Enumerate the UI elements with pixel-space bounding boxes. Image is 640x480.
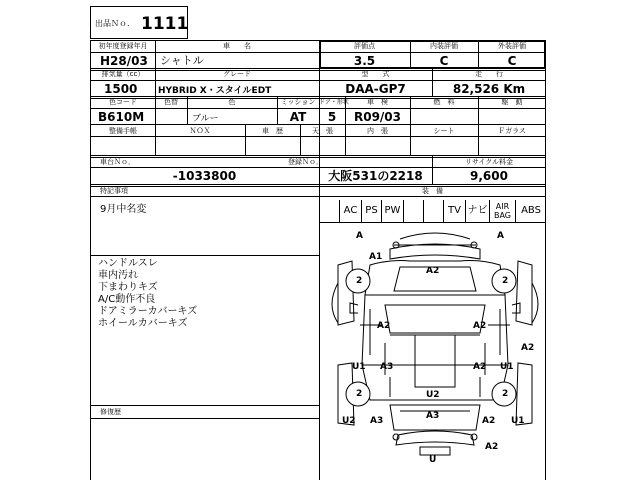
- notes-lower-5: ホイールカバーキズ: [98, 318, 188, 329]
- sunroof-label: 天 張: [312, 127, 333, 135]
- year-reg-label: 初年度登録年月: [98, 42, 148, 50]
- doors-value: 5: [327, 110, 337, 124]
- mark-u1-r: U1: [500, 362, 514, 372]
- equip-ac: AC: [339, 200, 361, 222]
- car-name-value: シャトル: [160, 54, 204, 67]
- notes-lower-4: ドアミラーカバーキズ: [98, 306, 198, 317]
- fglass-label: Ｆガラス: [498, 127, 526, 135]
- doors-label: ドア・形状: [319, 99, 349, 106]
- mark-a2-door-fl: A2: [377, 321, 391, 331]
- mark-a2-door-fr: A2: [473, 321, 487, 331]
- equip-blank-0: [319, 200, 339, 222]
- displacement-value: 1500: [104, 82, 138, 96]
- mark-a3-trunk: A3: [426, 411, 440, 421]
- mark-u1-br: U1: [511, 416, 525, 426]
- mark-a-fr: A: [497, 231, 504, 241]
- inspection-value: R09/03: [353, 110, 402, 124]
- exterior-eval-value: C: [507, 54, 517, 68]
- score-value: 3.5: [353, 54, 376, 68]
- equip-tv: TV: [443, 200, 465, 222]
- model-value: DAA-GP7: [345, 82, 406, 96]
- mark-tire-fr: 2: [502, 276, 509, 286]
- color-value: ブルー: [192, 114, 219, 124]
- mark-u2-roof: U2: [426, 390, 440, 400]
- interior-trim-label: 内 張: [367, 127, 388, 135]
- equip-pw: PW: [381, 200, 403, 222]
- mark-tire-fl: 2: [356, 276, 363, 286]
- model-label: 型 式: [361, 70, 390, 78]
- fuel-label: 燃 料: [433, 98, 455, 106]
- color-code-label: 色コード: [109, 98, 137, 106]
- mark-tire-rl: 2: [356, 389, 363, 399]
- grade-value: HYBRID X・スタイルEDT: [158, 86, 272, 96]
- mark-a2-br: A2: [482, 416, 496, 426]
- notes-lower-2: 下まわりキズ: [98, 282, 158, 293]
- mark-a3-l: A3: [380, 362, 394, 372]
- equip-blank-1: [403, 200, 423, 222]
- history-label: 車 歴: [262, 127, 283, 135]
- recycle-label: リサイクル料金: [464, 158, 514, 166]
- lot-label: 出品Ｎｏ．: [95, 19, 135, 28]
- score-label: 評価点: [354, 42, 375, 50]
- color-code-value: B610M: [98, 110, 145, 124]
- grade-label: グレード: [223, 70, 251, 78]
- mark-a2-rear: A2: [485, 442, 499, 452]
- plate-label: 登録Ｎｏ．: [288, 158, 323, 166]
- recycle-value: 9,600: [470, 169, 508, 183]
- plate-value: 大阪531の2218: [328, 169, 423, 183]
- color-change-label: 色替: [164, 98, 178, 106]
- notes-line-0: 9月中名変: [100, 204, 147, 215]
- color-label: 色: [228, 98, 236, 106]
- exterior-eval-label: 外装評価: [498, 42, 526, 50]
- nox-label: ＮＯＸ: [189, 127, 211, 135]
- mark-a3-bl: A3: [370, 416, 384, 426]
- chassis-label: 車台Ｎｏ．: [100, 158, 135, 166]
- notes-label: 特記事項: [100, 187, 128, 195]
- lot-number: 1111: [141, 14, 189, 34]
- equip-ps: PS: [361, 200, 381, 222]
- notes-lower-3: A/C動作不良: [98, 294, 156, 305]
- chassis-value: -1033800: [172, 169, 237, 183]
- mark-a1: A1: [369, 252, 383, 262]
- interior-eval-value: C: [439, 54, 449, 68]
- interior-eval-label: 内装評価: [430, 42, 458, 50]
- year-reg-value: H28/03: [100, 54, 148, 68]
- car-damage-diagram: [330, 225, 540, 465]
- equip-abs: ABS: [515, 200, 546, 222]
- manual-label: 整備手帳: [109, 127, 137, 135]
- mark-a2-hood: A2: [426, 266, 440, 276]
- mark-a2-side-r: A2: [521, 343, 535, 353]
- equip-airbag: AIR BAG: [489, 200, 515, 222]
- mark-a-fl: A: [356, 231, 363, 241]
- notes-lower-0: ハンドルスレ: [98, 258, 158, 269]
- equipment-label: 装 備: [422, 187, 443, 195]
- mission-value: AT: [289, 110, 307, 124]
- mark-a2-r2: A2: [473, 362, 487, 372]
- mission-label: ミッション: [280, 98, 316, 106]
- displacement-label: 排気量（cc）: [101, 70, 145, 78]
- notes-lower-1: 車内汚れ: [98, 270, 138, 281]
- drive-label: 駆 動: [501, 98, 523, 106]
- mark-u-rear: U: [429, 455, 437, 465]
- inspection-label: 車 検: [367, 98, 388, 106]
- mark-u2-bl: U2: [342, 416, 356, 426]
- equip-blank-2: [423, 200, 443, 222]
- repair-label: 修復歴: [100, 408, 121, 416]
- seat-label: シート: [433, 127, 455, 135]
- car-name-label: 車 名: [223, 42, 251, 50]
- mileage-value: 82,526 Km: [452, 82, 526, 96]
- lot-number-box: [90, 6, 188, 39]
- mileage-label: 走 行: [475, 70, 503, 78]
- equip-navi: ナビ: [465, 200, 489, 222]
- mark-u1-l: U1: [352, 362, 366, 372]
- mark-tire-rr: 2: [502, 389, 509, 399]
